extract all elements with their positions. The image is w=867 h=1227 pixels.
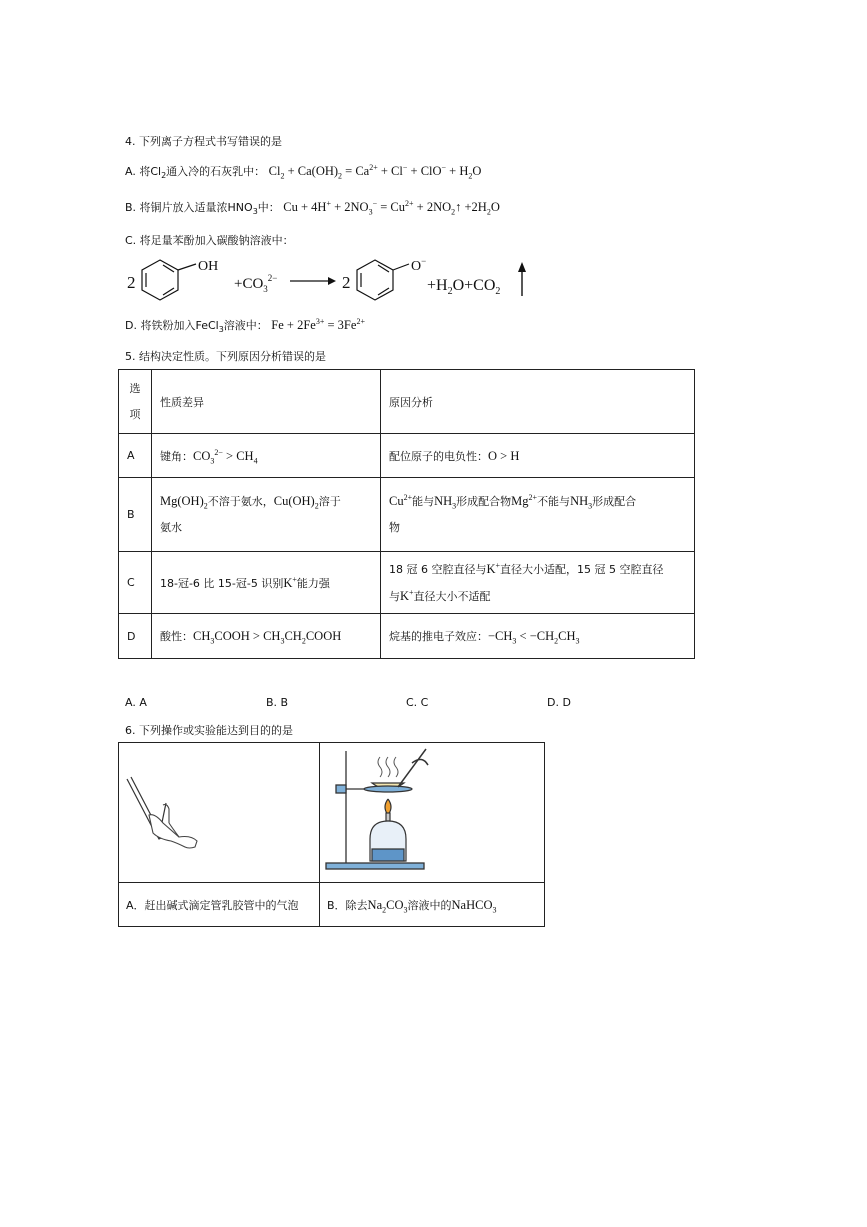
- row-reason: 烷基的推电子效应：$-CH_3 < -CH_2CH_3$: [381, 614, 695, 659]
- row-property: 酸性：$CH_3COOH$ > $CH_3CH_2COOH$: [152, 614, 381, 659]
- evaporation-setup-illustration: [320, 743, 544, 879]
- q4-d-equation: $Fe + 2Fe^{3+} = 3Fe^{2+}$: [271, 316, 365, 332]
- hydroxyl-group: OH: [198, 259, 219, 274]
- phenoxide-oxygen: O−: [411, 256, 427, 274]
- q4-option-d: D. 将铁粉加入FeCl$_3$溶液中： $Fe + 2Fe^{3+} = 3Fe^{2+}$: [125, 316, 365, 335]
- header-property: 性质差异: [152, 370, 381, 434]
- row-reason: $Cu^{2+}$能与$NH_3$形成配合物$Mg^{2+}$不能与$NH_3$形成配合 物: [381, 478, 695, 552]
- q4-stem: 4. 下列离子方程式书写错误的是: [125, 135, 282, 148]
- row-option: D: [119, 614, 152, 659]
- caption-a: A．赶出碱式滴定管乳胶管中的气泡: [119, 883, 320, 927]
- q4-d-text: 溶液中：: [223, 319, 268, 332]
- q6-stem: 6. 下列操作或实验能达到目的的是: [125, 724, 293, 737]
- row-option: C: [119, 552, 152, 614]
- q4-b-label: B. 将铜片放入适量浓HNO: [125, 201, 253, 214]
- table-row: [119, 478, 695, 552]
- reaction-arrow-icon: [290, 277, 336, 285]
- table-row: [119, 434, 695, 478]
- figure-cell-b: [320, 743, 545, 883]
- row-property: 18-冠-6 比 15-冠-5 识别K+能力强: [152, 552, 381, 614]
- q4-option-c: C. 将足量苯酚加入碳酸钠溶液中：: [125, 234, 294, 247]
- coefficient-2-right: 2: [342, 273, 351, 292]
- carbonate-ion: $+CO_3^{2-}$: [234, 273, 278, 294]
- caption-b: B．除去$Na_2CO_3$溶液中的NaHCO$_3$: [320, 883, 545, 927]
- coefficient-2-left: 2: [127, 273, 136, 292]
- row-reason: 18 冠 6 空腔直径与K+直径大小适配，15 冠 5 空腔直径 与K+直径大小不适配: [381, 552, 695, 614]
- q4-d-label: D. 将铁粉加入FeCl: [125, 319, 219, 332]
- q4-b-equation: $Cu + 4H^+ + 2NO_3^- = Cu^{2+}$ + $2NO_2↑ +2H_2O$: [283, 198, 500, 217]
- q4-a-equation: $Cl_2 + Ca(OH)_2 = Ca^{2+} + Cl^- + ClO^- + H_2O$: [268, 162, 482, 181]
- row-property: $Mg(OH)_2$不溶于氨水，$Cu(OH)_2$溶于 氨水: [152, 478, 381, 552]
- q4-option-a: A. 将$Cl_2$通入冷的石灰乳中： $Cl_2 + Ca(OH)_2 = Ca^{2+} + Cl^- + ClO^- + H_2O$: [125, 162, 482, 181]
- phenol-reaction-scheme: [120, 252, 540, 304]
- q5-choice-c: C. C: [406, 696, 429, 709]
- row-reason: 配位原子的电负性：O > H: [381, 434, 695, 478]
- burette-hand-illustration: [119, 743, 319, 879]
- gas-up-arrow-icon: [518, 262, 526, 296]
- q4-a-text: 通入冷的石灰乳中：: [166, 165, 266, 178]
- benzene-ring-icon: [357, 260, 409, 300]
- q5-choice-d: D. D: [547, 696, 571, 709]
- q5-choice-a: A. A: [125, 696, 147, 709]
- hand-icon: [149, 805, 197, 849]
- figure-cell-a: [119, 743, 320, 883]
- table-header-row: [119, 370, 695, 434]
- row-property: 键角：$CO_3^{2-} > CH_4$: [152, 434, 381, 478]
- evaporating-dish-icon: [364, 783, 412, 792]
- q4-a-label: A. 将Cl: [125, 165, 162, 178]
- header-reason: 原因分析: [381, 370, 695, 434]
- table-row: [119, 614, 695, 659]
- q6-table: [118, 742, 545, 927]
- q5-table: [118, 369, 695, 659]
- q5-stem: 5. 结构决定性质。下列原因分析错误的是: [125, 350, 326, 363]
- alcohol-lamp-icon: [370, 799, 406, 861]
- table-row: [119, 552, 695, 614]
- glass-rod-icon: [398, 749, 428, 787]
- q5-choice-b: B. B: [266, 696, 289, 709]
- header-option: 选 项: [119, 370, 152, 434]
- row-option: A: [119, 434, 152, 478]
- row-option: B: [119, 478, 152, 552]
- q4-option-b: B. 将铜片放入适量浓$HNO_3$中： $Cu + 4H^+ + 2NO_3^- = Cu^{2+}$ + $2NO_2↑ +2H_2O$: [125, 198, 500, 217]
- products-water-co2: $+H_2O+CO_2$: [427, 277, 501, 297]
- q4-b-text: 中：: [257, 201, 280, 214]
- steam-icon: [378, 757, 398, 777]
- benzene-ring-icon: [142, 260, 196, 300]
